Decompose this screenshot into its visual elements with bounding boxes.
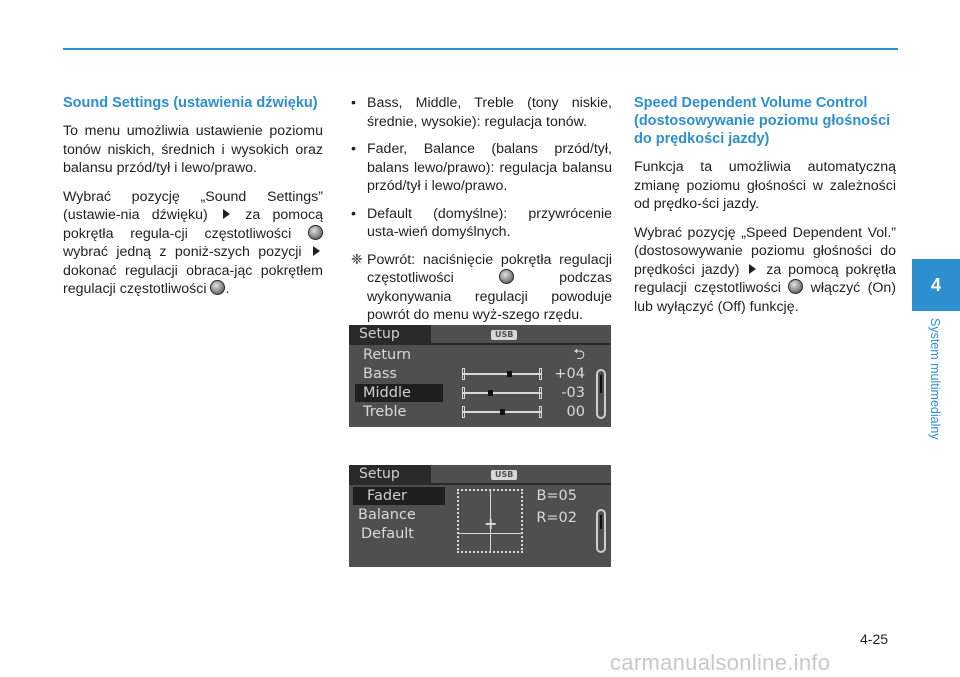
menu-item-default[interactable]: Default xyxy=(361,526,414,542)
list-item: • Bass, Middle, Treble (tony niskie, średnie, wysokie): regulacja tonów. xyxy=(351,95,612,130)
tune-knob-icon xyxy=(499,269,514,284)
usb-badge: USB xyxy=(491,330,517,340)
arrow-right-icon xyxy=(313,246,320,256)
return-note: ❈ Powrót: naciśnięcie pokrętła regulacji częstotliwości podczas wykonywania regulacji powoduje powrót do menu wyż-szego rzędu. xyxy=(351,251,612,323)
chapter-label: System multimedialny xyxy=(928,318,942,440)
list-item: • Fader, Balance (balans przód/tył, balans lewo/prawo): regulacja balansu przód/tył i lewo/prawo. xyxy=(351,141,612,194)
column-left xyxy=(63,94,323,309)
middle-value: -03 xyxy=(561,385,585,401)
sound-settings-intro: To menu umożliwia ustawienie poziomu tonów niskich, średnich i wysokich oraz balansu przód/tył i lewo/prawo. xyxy=(63,123,323,176)
screen-title: Setup xyxy=(349,325,431,343)
scrollbar-thumb[interactable] xyxy=(600,375,602,393)
menu-item-fader[interactable]: Fader xyxy=(353,487,445,505)
balance-value: R=02 xyxy=(536,510,577,526)
screen-title-bar xyxy=(349,343,611,345)
usb-badge: USB xyxy=(491,470,517,480)
column-middle xyxy=(349,94,612,334)
tune-knob-icon xyxy=(788,279,803,294)
balance-position-marker[interactable]: + xyxy=(484,514,498,533)
screen-title-bar xyxy=(349,483,611,485)
treble-value: 00 xyxy=(566,404,585,420)
sound-settings-heading: Sound Settings (ustawienia dźwięku) xyxy=(63,95,318,111)
slider-thumb[interactable] xyxy=(507,371,512,377)
middle-slider[interactable] xyxy=(462,386,542,400)
tune-knob-icon xyxy=(210,280,225,295)
sound-settings-instructions: Wybrać pozycję „Sound Settings” (ustawie-nia dźwięku) za pomocą pokrętła regula-cji częstotliwości wybrać jedną z poniż-szych pozycji dokonać regulacji obraca-jąc pokrętłem regulacji częstotliwości . xyxy=(63,188,323,297)
scrollbar[interactable] xyxy=(596,369,606,419)
return-icon: ⮌ xyxy=(573,347,585,363)
arrow-right-icon xyxy=(223,209,230,219)
menu-item-return[interactable]: Return xyxy=(363,347,412,363)
menu-item-balance[interactable]: Balance xyxy=(358,507,416,523)
menu-item-middle[interactable]: Middle xyxy=(355,384,443,402)
balance-grid[interactable] xyxy=(457,489,523,553)
screen-title: Setup xyxy=(349,465,431,483)
fader-value: B=05 xyxy=(536,488,577,504)
bass-slider[interactable] xyxy=(462,367,542,381)
slider-thumb[interactable] xyxy=(500,409,505,415)
scrollbar[interactable] xyxy=(596,509,606,553)
menu-item-treble[interactable]: Treble xyxy=(363,404,407,420)
scrollbar-thumb[interactable] xyxy=(600,515,602,529)
watermark: carmanualsonline.info xyxy=(610,650,831,675)
note-mark: ❈ xyxy=(351,251,363,268)
top-rule xyxy=(63,48,898,50)
speed-volume-intro: Funkcja ta umożliwia automatyczną zmianę poziomu głośności w zależności od prędko-ści jazdy. xyxy=(634,159,896,212)
list-item: • Default (domyślne): przywrócenie usta-wień domyślnych. xyxy=(351,205,612,240)
column-right xyxy=(634,94,896,326)
setup-screen-balance xyxy=(349,465,611,567)
arrow-right-icon xyxy=(749,264,756,274)
menu-item-bass[interactable]: Bass xyxy=(363,366,397,382)
setup-screen-tone xyxy=(349,325,611,427)
tune-knob-icon xyxy=(308,225,323,240)
speed-volume-instructions: Wybrać pozycję „Speed Dependent Vol.” (dostosowywanie poziomu głośności do prędkości jazdy) za pomocą pokrętła regulacji częstotliwości włączyć (On) lub wyłączyć (Off) funkcję. xyxy=(634,224,896,315)
speed-volume-heading: Speed Dependent Volume Control (dostosowywanie poziomu głośności do prędkości jazdy) xyxy=(634,95,891,147)
slider-thumb[interactable] xyxy=(488,390,493,396)
treble-slider[interactable] xyxy=(462,405,542,419)
bass-value: +04 xyxy=(554,366,585,382)
chapter-tab[interactable]: 4 xyxy=(912,259,960,311)
page-number: 4-25 xyxy=(860,631,889,647)
